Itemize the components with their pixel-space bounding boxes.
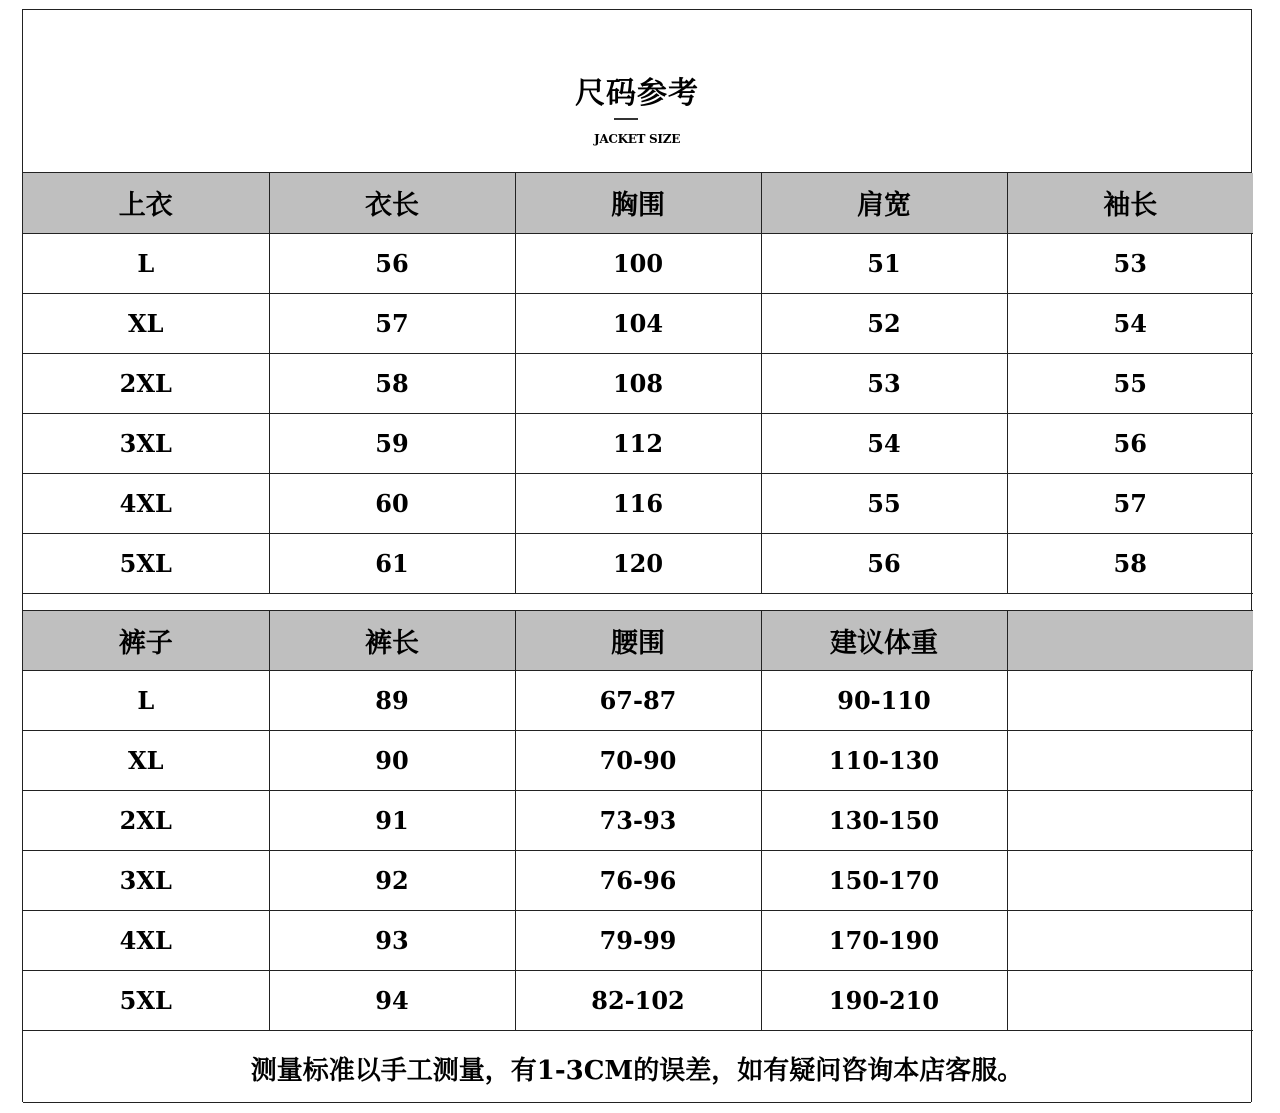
table-cell: XL [23,293,269,353]
pants-header-cell: 建议体重 [761,611,1007,671]
table-cell [1007,791,1253,851]
size-chart-sheet [22,9,1252,1102]
jacket-header-cell: 肩宽 [761,173,1007,233]
table-cell [1007,911,1253,971]
table-cell: 90 [269,731,515,791]
table-cell: 93 [269,911,515,971]
title-divider [614,118,638,120]
table-cell: 91 [269,791,515,851]
table-cell: 104 [515,293,761,353]
table-cell: 2XL [23,353,269,413]
pants-header-cell [1007,611,1253,671]
measurement-note: 测量标准以手工测量，有1-3CM的误差，如有疑问咨询本店客服。 [23,1040,1251,1103]
table-cell: 60 [269,473,515,533]
jacket-header-row [23,173,1253,233]
table-cell: 116 [515,473,761,533]
pants-size-table [23,610,1253,1031]
jacket-header-cell: 衣长 [269,173,515,233]
pants-header-cell: 裤长 [269,611,515,671]
table-cell: 55 [1007,353,1253,413]
table-cell: XL [23,731,269,791]
table-row [23,533,1253,593]
table-cell: 4XL [23,911,269,971]
table-row [23,731,1253,791]
table-cell: 53 [1007,233,1253,293]
pants-header-cell: 裤子 [23,611,269,671]
table-cell: 170-190 [761,911,1007,971]
table-cell: 73-93 [515,791,761,851]
table-cell: 3XL [23,851,269,911]
table-cell: 3XL [23,413,269,473]
table-cell: 56 [1007,413,1253,473]
table-cell: 92 [269,851,515,911]
table-cell [1007,851,1253,911]
table-row [23,233,1253,293]
table-cell: 53 [761,353,1007,413]
table-row [23,293,1253,353]
table-row [23,911,1253,971]
jacket-header-cell: 上衣 [23,173,269,233]
table-row [23,473,1253,533]
table-cell: 112 [515,413,761,473]
page-title: 尺码参考 [575,76,699,111]
table-cell: 56 [269,233,515,293]
table-cell: 67-87 [515,671,761,731]
table-cell [1007,971,1253,1031]
table-cell: 4XL [23,473,269,533]
table-cell: 56 [761,533,1007,593]
table-cell: 58 [1007,533,1253,593]
jacket-header-cell: 袖长 [1007,173,1253,233]
table-cell: 79-99 [515,911,761,971]
table-row [23,791,1253,851]
table-cell: 54 [1007,293,1253,353]
jacket-size-table [23,173,1253,594]
table-cell: 5XL [23,533,269,593]
table-cell: 120 [515,533,761,593]
table-cell: 52 [761,293,1007,353]
table-cell: 76-96 [515,851,761,911]
table-cell: 61 [269,533,515,593]
table-cell: 57 [269,293,515,353]
table-cell: 150-170 [761,851,1007,911]
table-cell: L [23,233,269,293]
table-cell: 108 [515,353,761,413]
table-cell [1007,731,1253,791]
table-cell: 57 [1007,473,1253,533]
table-cell: 59 [269,413,515,473]
table-row [23,671,1253,731]
table-cell: 89 [269,671,515,731]
table-cell: 190-210 [761,971,1007,1031]
table-cell: 55 [761,473,1007,533]
table-cell: 94 [269,971,515,1031]
table-row [23,971,1253,1031]
pants-header-row [23,611,1253,671]
table-cell: 130-150 [761,791,1007,851]
table-row [23,851,1253,911]
page-subtitle: JACKET SIZE [593,132,681,146]
title-block [23,10,1251,173]
table-cell: 90-110 [761,671,1007,731]
table-cell: 110-130 [761,731,1007,791]
jacket-header-cell: 胸围 [515,173,761,233]
table-cell: 58 [269,353,515,413]
table-cell: 2XL [23,791,269,851]
pants-header-cell: 腰围 [515,611,761,671]
table-cell: L [23,671,269,731]
table-row [23,353,1253,413]
table-cell: 82-102 [515,971,761,1031]
table-cell [1007,671,1253,731]
table-cell: 100 [515,233,761,293]
table-row [23,413,1253,473]
table-cell: 70-90 [515,731,761,791]
table-cell: 54 [761,413,1007,473]
table-cell: 51 [761,233,1007,293]
table-cell: 5XL [23,971,269,1031]
